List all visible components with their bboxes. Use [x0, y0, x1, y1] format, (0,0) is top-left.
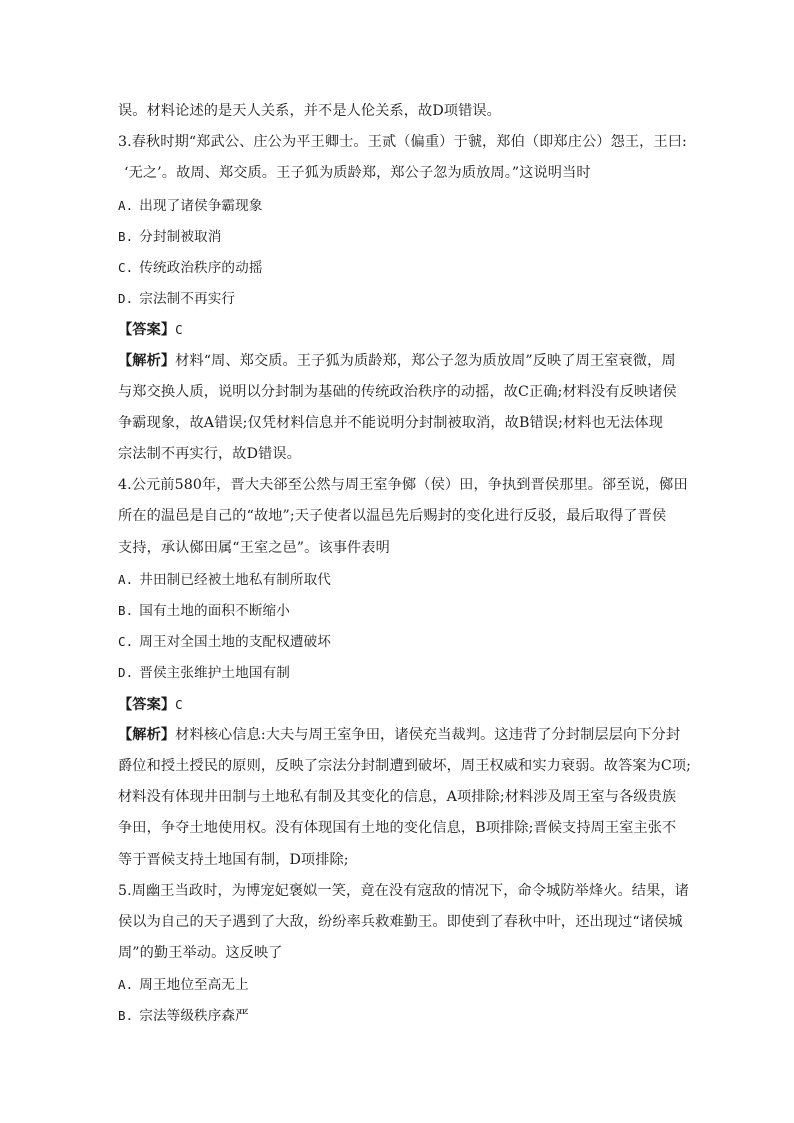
option-letter: B.: [118, 603, 134, 618]
q4-stem-line-2: 所在的温邑是自己的“故地”;天子使者以温邑先后赐封的变化进行反驳，最后取得了晋侯: [118, 508, 667, 525]
option-text: 分封制被取消: [139, 228, 222, 245]
q3-stem-line-1: 3.春秋时期“郑武公、庄公为平王卿士。王贰（偏重）于虢，郑伯（即郑庄公）怨王，王曰:: [118, 134, 687, 151]
q3-analysis-line-4: 宗法制不再实行，故D错误。: [118, 446, 301, 463]
option-letter: A.: [118, 977, 134, 993]
q3-analysis-line-1: [118, 346, 680, 377]
q3-stem-line-2: ‘无之’。故周、郑交质。王子狐为质龄郑，郑公子忽为质放周。”这说明当时: [124, 165, 591, 182]
document-page: [118, 96, 692, 1032]
answer-value: C: [175, 322, 183, 338]
q4-stem-line-1: 4.公元前580年，晋大夫郤至公然与周王室争鄇（侯）田，争执到晋侯那里。郤至说，鄇田: [118, 477, 688, 494]
q3-option-c: [118, 252, 680, 283]
option-text: 传统政治秩序的动摇: [139, 259, 263, 276]
analysis-tag: 【解析】: [118, 352, 176, 369]
question-5: [118, 876, 689, 1032]
option-text: 井田制已经被土地私有制所取代: [139, 571, 331, 588]
option-text: 国有土地的面积不断缩小: [139, 603, 290, 619]
q4-answer: [118, 689, 680, 720]
q3-option-a: [118, 190, 680, 221]
q5-stem-line-2: 侯以为自己的天子遇到了大敌，纷纷率兵救难勤王。即使到了春秋中叶，还出现过“诸侯城: [118, 913, 683, 930]
q4-option-c: [118, 626, 680, 657]
q5-stem-line-3: 周”的勤王举动。这反映了: [118, 945, 283, 962]
q5-option-b: [118, 1000, 680, 1031]
q3-option-b: [118, 221, 680, 252]
question-3: [118, 127, 687, 470]
question-4: [118, 470, 692, 875]
q4-option-a: [118, 564, 680, 595]
q3-option-d: [118, 283, 680, 314]
option-letter: C.: [118, 634, 134, 650]
q4-option-d: [118, 657, 680, 688]
option-letter: B.: [118, 1008, 134, 1024]
q4-analysis-line-4: 争田，争夺土地使用权。没有体现国有土地的变化信息，B项排除;晋候支持周王室主张不: [118, 820, 677, 837]
option-letter: D.: [118, 665, 134, 681]
option-text: 出现了诸侯争霸现象: [139, 197, 263, 214]
q4-stem-line-3: 支持，承认鄇田属“王室之邑”。该事件表明: [118, 539, 390, 556]
option-text: 周王地位至高无上: [139, 977, 249, 994]
option-text: 周王对全国土地的支配权遭破坏: [139, 634, 331, 651]
q3-analysis-line-3: 争霸现象，故A错误;仅凭材料信息并不能说明分封制被取消，故B错误;材料也无法体现: [118, 414, 663, 431]
option-letter: B.: [118, 228, 134, 244]
answer-tag: 【答案】: [118, 322, 176, 339]
option-text: 宗法等级秩序森严: [139, 1008, 249, 1025]
q4-option-b: [118, 595, 680, 626]
analysis-text: 材料核心信息:大夫与周王室争田，诸侯充当裁判。这违背了分封制层层向下分封: [175, 726, 681, 743]
q4-analysis-line-1: [118, 720, 680, 751]
q5-stem-line-1: 5.周幽王当政时，为博宠妃褒姒一笑，竟在没有寇敌的情况下，命令城防举烽火。结果，诸: [118, 882, 689, 899]
prev-analysis-tail: 误。材料论述的是天人关系，并不是人伦关系，故D项错误。: [118, 103, 501, 119]
answer-value: C: [175, 696, 183, 712]
analysis-tag: 【解析】: [118, 726, 176, 743]
option-letter: D.: [118, 291, 134, 307]
analysis-text: 材料“周、郑交质。王子狐为质龄郑，郑公子忽为质放周”反映了周王室衰微，周: [175, 352, 676, 369]
answer-tag: 【答案】: [118, 696, 176, 713]
q4-analysis-line-2: 爵位和授土授民的原则，反映了宗法分封制遭到破坏，周王权威和实力衰弱。故答案为C项;: [118, 757, 692, 774]
q4-analysis-line-3: 材料没有体现井田制与土地私有制及其变化的信息，A项排除;材料涉及周王室与各级贵族: [118, 789, 677, 806]
q5-option-a: [118, 969, 680, 1000]
option-text: 宗法制不再实行: [139, 291, 236, 308]
q3-analysis-line-2: 与郑交换人质，说明以分封制为基础的传统政治秩序的动摇，故C正确;材料没有反映诸侯: [118, 383, 677, 400]
q3-answer: [118, 314, 680, 345]
option-letter: A.: [118, 197, 134, 213]
q4-analysis-line-5: 等于晋候支持土地国有制，D项排除;: [118, 851, 349, 868]
option-letter: A.: [118, 571, 134, 587]
option-letter: C.: [118, 259, 134, 275]
option-text: 晋侯主张维护土地国有制: [139, 665, 290, 682]
